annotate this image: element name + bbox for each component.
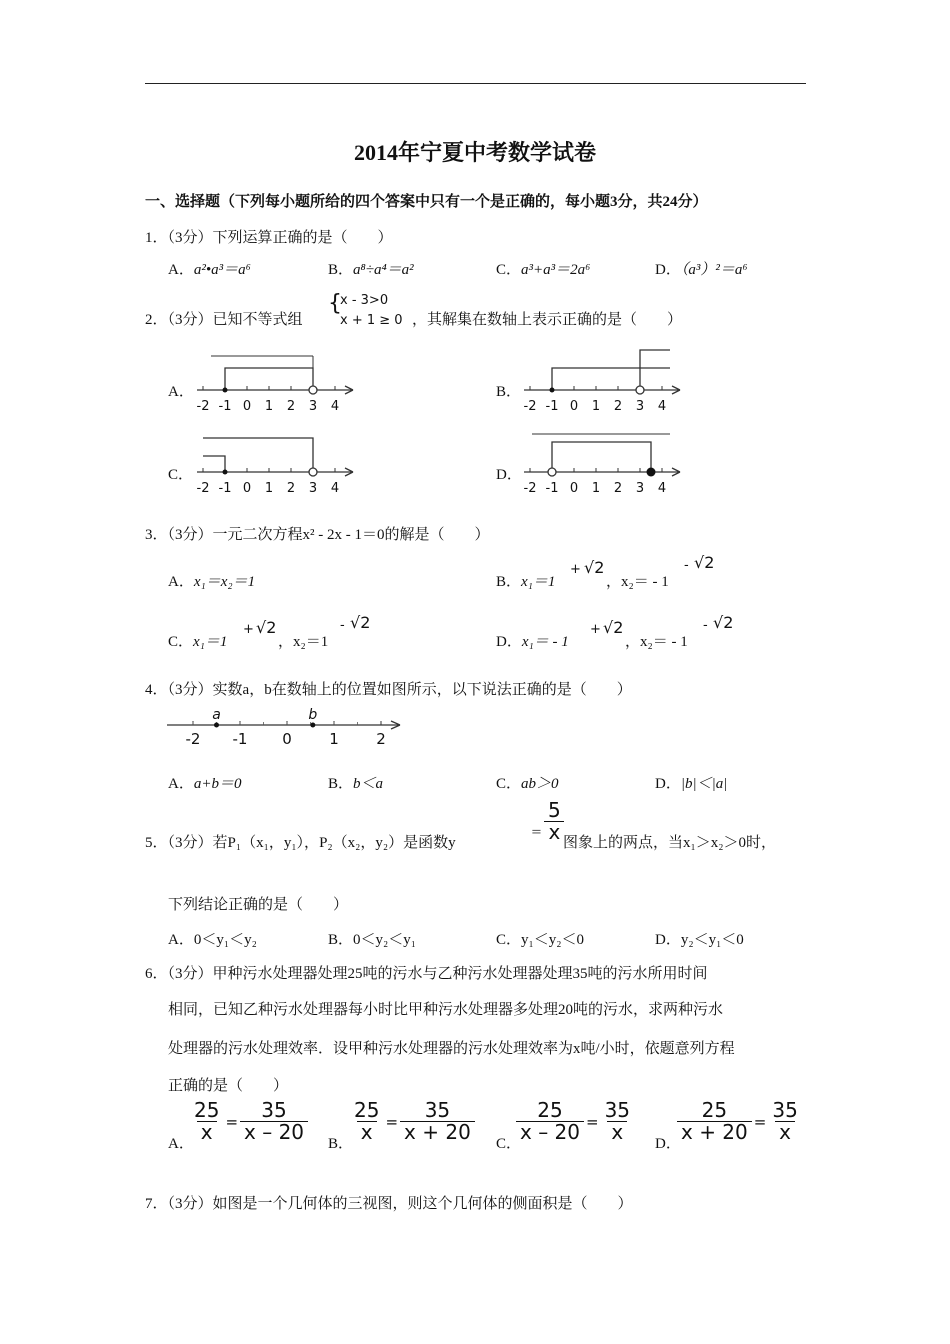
q3-c-sqrt2: √2 (350, 613, 371, 632)
q6-label-d: D． (655, 1136, 681, 1152)
q3-option-d: D．x₁＝ - 1 (496, 634, 569, 650)
question-3: 3．（3分）一元二次方程x² - 2x - 1＝0的解是（ ） (145, 527, 490, 543)
q6-option-b: $\frac{25}{x}$ = $\frac{35}{x + 20}$ (350, 1100, 475, 1143)
question-2: 2．（3分）已知不等式组 (145, 312, 303, 328)
question-1: 1．（3分）下列运算正确的是（ ） (145, 230, 393, 246)
point-a (214, 723, 219, 728)
q3-d-x2: ，x₂＝ - 1 (625, 634, 688, 650)
system-line-1: x - 3>0 (340, 293, 389, 308)
tick-label: 0 (242, 481, 252, 496)
tick-label: -1 (545, 399, 559, 414)
q5-equals: = (531, 825, 542, 840)
q6-label-a: A． (168, 1136, 194, 1152)
q3-option-c: C．x₁＝1 (168, 634, 228, 650)
tick-label: 4 (330, 481, 340, 496)
question-2-tail: ，其解集在数轴上表示正确的是（ ） (412, 312, 683, 328)
q4-option-a: A．a+b＝0 (168, 776, 242, 792)
tick-label: -2 (523, 399, 537, 414)
q3-option-a: A．x₁＝x₂＝1 (168, 574, 256, 590)
tick-label: 4 (657, 481, 667, 496)
section-heading: 一、选择题（下列每小题所给的四个答案中只有一个是正确的，每小题3分，共24分） (145, 194, 708, 210)
q1-option-b: B．a⁸÷a⁴＝a² (328, 262, 414, 278)
tick-label: 2 (286, 481, 296, 496)
tick-label: -2 (196, 481, 210, 496)
tick-label: 3 (635, 399, 645, 414)
tick-label: 2 (613, 399, 623, 414)
q6-label-c: C． (496, 1136, 522, 1152)
point-a-label: a (212, 707, 221, 723)
tick-label: 0 (242, 399, 252, 414)
system-line-2: x + 1 ≥ 0 (340, 313, 403, 328)
question-6-line2: 相同，已知乙种污水处理器每小时比甲种污水处理器多处理20吨的污水，求两种污水 (168, 1002, 724, 1018)
q3-b-sqrt2: √2 (694, 553, 715, 572)
q3-b-x2: ，x₂＝ - 1 (606, 574, 669, 590)
q1-option-d: D．（a³）²＝a⁶ (655, 262, 748, 278)
tick-label: 1 (591, 481, 601, 496)
q6-option-a: $\frac{25}{x}$ = $\frac{35}{x - 20}$ (190, 1100, 308, 1143)
q2-label-b: B． (496, 384, 522, 400)
q3-c-x2: ，x₂＝1 (278, 634, 329, 650)
tick-label: -2 (196, 399, 210, 414)
question-5: 5．（3分）若P₁（x₁，y₁），P₂（x₂，y₂）是函数y (145, 835, 456, 851)
q3-c-plus: + (243, 622, 254, 637)
tick-label: -1 (545, 481, 559, 496)
q1-option-a: A．a²•a³＝a⁶ (168, 262, 251, 278)
tick-label: 3 (308, 399, 318, 414)
point-b (310, 723, 315, 728)
q3-c-minus: - (340, 618, 345, 633)
q3-c-sqrt: √2 (256, 618, 277, 637)
q3-d-minus: - (703, 618, 708, 633)
question-6: 6．（3分）甲种污水处理器处理25吨的污水与乙种污水处理器处理35吨的污水所用时间 (145, 966, 708, 982)
tick-label: 4 (330, 399, 340, 414)
q5-option-b: B．0＜y₂＜y₁ (328, 932, 416, 948)
q3-d-plus: + (590, 622, 601, 637)
q3-d-sqrt2: √2 (713, 613, 734, 632)
tick-label: 2 (613, 481, 623, 496)
tick-label: 0 (569, 481, 579, 496)
tick-label: -2 (523, 481, 537, 496)
question-5-tail: 图象上的两点，当x₁＞x₂＞0时， (563, 835, 776, 851)
brace-icon: { (328, 291, 342, 316)
q4-tick-label: -2 (185, 730, 201, 748)
tick-label: 3 (635, 481, 645, 496)
q4-option-b: B．b＜a (328, 776, 384, 792)
q1-option-c: C．a³+a³＝2a⁶ (496, 262, 591, 278)
q3-b-sqrt: √2 (584, 558, 605, 577)
q5-option-d: D．y₂＜y₁＜0 (655, 932, 744, 948)
q2-label-d: D． (496, 467, 522, 483)
q4-option-d: D．|b|＜|a| (655, 776, 728, 792)
tick-label: -1 (218, 481, 232, 496)
q4-tick-label: 0 (282, 730, 292, 748)
q3-option-b: B．x₁＝1 (496, 574, 556, 590)
tick-label: 4 (657, 399, 667, 414)
q2-label-a: A． (168, 384, 194, 400)
q3-d-sqrt: √2 (603, 618, 624, 637)
q5-option-a: A．0＜y₁＜y₂ (168, 932, 257, 948)
question-5-line2: 下列结论正确的是（ ） (168, 897, 349, 913)
tick-label: 1 (264, 399, 274, 414)
question-6-line4: 正确的是（ ） (168, 1078, 289, 1094)
question-7: 7．（3分）如图是一个几何体的三视图，则这个几何体的侧面积是（ ） (145, 1196, 633, 1212)
tick-label: 1 (264, 481, 274, 496)
q4-tick-label: 1 (329, 730, 339, 748)
q5-option-c: C．y₁＜y₂＜0 (496, 932, 584, 948)
q6-label-b: B． (328, 1136, 354, 1152)
q2-label-c: C． (168, 467, 194, 483)
tick-label: 0 (569, 399, 579, 414)
q5-fraction: $\frac{5}{x}$ (544, 800, 565, 843)
question-6-line3: 处理器的污水处理效率．设甲种污水处理器的污水处理效率为x吨/小时，依题意列方程 (168, 1041, 735, 1057)
q6-option-c: $\frac{25}{x - 20}$ = $\frac{35}{x}$ (516, 1100, 634, 1143)
page-title: 2014年宁夏中考数学试卷 (353, 140, 596, 165)
q3-b-minus: - (684, 558, 689, 573)
tick-label: 2 (286, 399, 296, 414)
q4-option-c: C．ab＞0 (496, 776, 559, 792)
point-b-label: b (308, 707, 318, 723)
tick-label: 1 (591, 399, 601, 414)
q6-option-d: $\frac{25}{x + 20}$ = $\frac{35}{x}$ (677, 1100, 802, 1143)
q4-tick-label: -1 (232, 730, 248, 748)
tick-label: 3 (308, 481, 318, 496)
question-4: 4．（3分）实数a，b在数轴上的位置如图所示，以下说法正确的是（ ） (145, 682, 632, 698)
q4-tick-label: 2 (376, 730, 386, 748)
tick-label: -1 (218, 399, 232, 414)
q3-b-plus: + (570, 562, 581, 577)
